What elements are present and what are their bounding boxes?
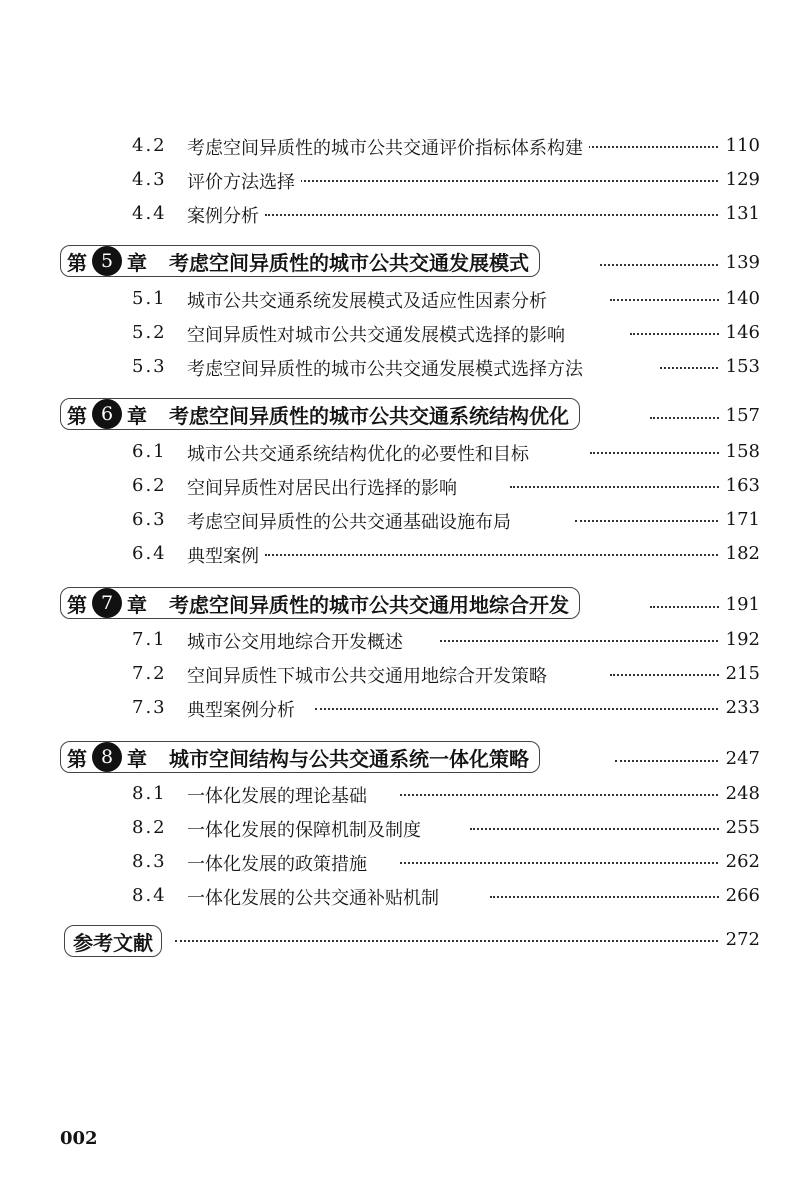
section-title: 典型案例分析 bbox=[187, 696, 301, 722]
chapter-box bbox=[60, 587, 580, 619]
section-number: 7.1 bbox=[132, 629, 167, 650]
chapter-prefix: 第 bbox=[67, 746, 87, 771]
page-number: 247 bbox=[720, 748, 760, 769]
section-number: 5.1 bbox=[132, 288, 167, 309]
page-number: 153 bbox=[720, 356, 760, 377]
chapter-suffix: 章 bbox=[127, 403, 147, 428]
section-number: 5.2 bbox=[132, 322, 167, 343]
toc-entry-4-4[interactable] bbox=[0, 199, 790, 233]
page-number: 139 bbox=[720, 252, 760, 273]
chapter-title: 考虑空间异质性的城市公共交通发展模式 bbox=[169, 250, 529, 275]
toc-entry-6-4[interactable] bbox=[0, 539, 790, 573]
dot-leader bbox=[440, 640, 750, 642]
dot-leader bbox=[315, 708, 750, 710]
section-title: 评价方法选择 bbox=[187, 168, 301, 194]
chapter-prefix: 第 bbox=[67, 403, 87, 428]
chapter-number-badge: 6 bbox=[92, 399, 122, 429]
toc-entry-8-3[interactable] bbox=[0, 847, 790, 881]
section-title: 案例分析 bbox=[187, 202, 265, 228]
toc-references[interactable] bbox=[0, 925, 790, 959]
toc-entry-7-1[interactable] bbox=[0, 625, 790, 659]
section-title: 空间异质性对居民出行选择的影响 bbox=[187, 474, 463, 500]
chapter-suffix: 章 bbox=[127, 250, 147, 275]
section-title: 城市公共交通系统发展模式及适应性因素分析 bbox=[187, 287, 553, 313]
toc-entry-6-1[interactable] bbox=[0, 437, 790, 471]
page-number: 272 bbox=[720, 929, 760, 950]
section-number: 7.2 bbox=[132, 663, 167, 684]
page-number: 131 bbox=[720, 203, 760, 224]
toc-entry-7-3[interactable] bbox=[0, 693, 790, 727]
section-title: 考虑空间异质性的城市公共交通发展模式选择方法 bbox=[187, 355, 589, 381]
toc-entry-5-2[interactable] bbox=[0, 318, 790, 352]
dot-leader bbox=[490, 896, 750, 898]
section-title: 一体化发展的保障机制及制度 bbox=[187, 816, 427, 842]
section-title: 空间异质性下城市公共交通用地综合开发策略 bbox=[187, 662, 553, 688]
section-title: 城市公共交通系统结构优化的必要性和目标 bbox=[187, 440, 535, 466]
toc-entry-4-2[interactable] bbox=[0, 131, 790, 165]
section-number: 4.4 bbox=[132, 203, 167, 224]
folio-page-number: 002 bbox=[60, 1128, 98, 1149]
dot-leader bbox=[265, 214, 750, 216]
toc-entry-8-4[interactable] bbox=[0, 881, 790, 915]
section-number: 4.2 bbox=[132, 135, 167, 156]
page-number: 182 bbox=[720, 543, 760, 564]
section-number: 4.3 bbox=[132, 169, 167, 190]
chapter-suffix: 章 bbox=[127, 746, 147, 771]
toc-entry-6-2[interactable] bbox=[0, 471, 790, 505]
dot-leader bbox=[510, 486, 750, 488]
page-number: 129 bbox=[720, 169, 760, 190]
dot-leader bbox=[265, 554, 750, 556]
page-number: 192 bbox=[720, 629, 760, 650]
references-box: 参考文献 bbox=[64, 925, 162, 957]
page-number: 262 bbox=[720, 851, 760, 872]
section-number: 6.4 bbox=[132, 543, 167, 564]
section-number: 8.4 bbox=[132, 885, 167, 906]
chapter-suffix: 章 bbox=[127, 592, 147, 617]
toc-entry-5-1[interactable] bbox=[0, 284, 790, 318]
section-title: 一体化发展的理论基础 bbox=[187, 782, 373, 808]
dot-leader bbox=[400, 862, 750, 864]
section-number: 8.3 bbox=[132, 851, 167, 872]
page-number: 191 bbox=[720, 594, 760, 615]
toc-chapter-8[interactable] bbox=[0, 740, 790, 774]
page-number: 255 bbox=[720, 817, 760, 838]
toc-entry-6-3[interactable] bbox=[0, 505, 790, 539]
section-title: 考虑空间异质性的城市公共交通评价指标体系构建 bbox=[187, 134, 589, 160]
section-title: 典型案例 bbox=[187, 542, 265, 568]
section-title: 一体化发展的公共交通补贴机制 bbox=[187, 884, 445, 910]
dot-leader bbox=[175, 940, 750, 942]
page-number: 248 bbox=[720, 783, 760, 804]
dot-leader bbox=[300, 180, 750, 182]
chapter-box bbox=[60, 398, 580, 430]
page-number: 163 bbox=[720, 475, 760, 496]
section-number: 6.2 bbox=[132, 475, 167, 496]
toc-chapter-7[interactable] bbox=[0, 586, 790, 620]
toc-entry-8-1[interactable] bbox=[0, 779, 790, 813]
chapter-number-badge: 8 bbox=[92, 742, 122, 772]
section-title: 城市公交用地综合开发概述 bbox=[187, 628, 409, 654]
chapter-title: 考虑空间异质性的城市公共交通系统结构优化 bbox=[169, 403, 569, 428]
chapter-title: 考虑空间异质性的城市公共交通用地综合开发 bbox=[169, 592, 569, 617]
toc-chapter-6[interactable] bbox=[0, 397, 790, 431]
chapter-number-badge: 7 bbox=[92, 588, 122, 618]
page-number: 146 bbox=[720, 322, 760, 343]
toc-chapter-5[interactable] bbox=[0, 244, 790, 278]
dot-leader bbox=[470, 828, 750, 830]
toc-entry-8-2[interactable] bbox=[0, 813, 790, 847]
chapter-title: 城市空间结构与公共交通系统一体化策略 bbox=[169, 746, 529, 771]
section-title: 空间异质性对城市公共交通发展模式选择的影响 bbox=[187, 321, 571, 347]
section-number: 7.3 bbox=[132, 697, 167, 718]
dot-leader bbox=[400, 794, 750, 796]
page-number: 171 bbox=[720, 509, 760, 530]
chapter-box bbox=[60, 741, 540, 773]
section-number: 8.1 bbox=[132, 783, 167, 804]
section-title: 考虑空间异质性的公共交通基础设施布局 bbox=[187, 508, 517, 534]
page-number: 233 bbox=[720, 697, 760, 718]
chapter-box bbox=[60, 245, 540, 277]
toc-entry-5-3[interactable] bbox=[0, 352, 790, 386]
chapter-number-badge: 5 bbox=[92, 246, 122, 276]
chapter-prefix: 第 bbox=[67, 592, 87, 617]
page-number: 266 bbox=[720, 885, 760, 906]
section-number: 8.2 bbox=[132, 817, 167, 838]
section-number: 6.3 bbox=[132, 509, 167, 530]
chapter-prefix: 第 bbox=[67, 250, 87, 275]
toc-entry-7-2[interactable] bbox=[0, 659, 790, 693]
page-number: 158 bbox=[720, 441, 760, 462]
toc-entry-4-3[interactable] bbox=[0, 165, 790, 199]
section-title: 一体化发展的政策措施 bbox=[187, 850, 373, 876]
page-number: 157 bbox=[720, 405, 760, 426]
section-number: 5.3 bbox=[132, 356, 167, 377]
page-number: 215 bbox=[720, 663, 760, 684]
page-number: 140 bbox=[720, 288, 760, 309]
section-number: 6.1 bbox=[132, 441, 167, 462]
page-number: 110 bbox=[720, 135, 760, 156]
